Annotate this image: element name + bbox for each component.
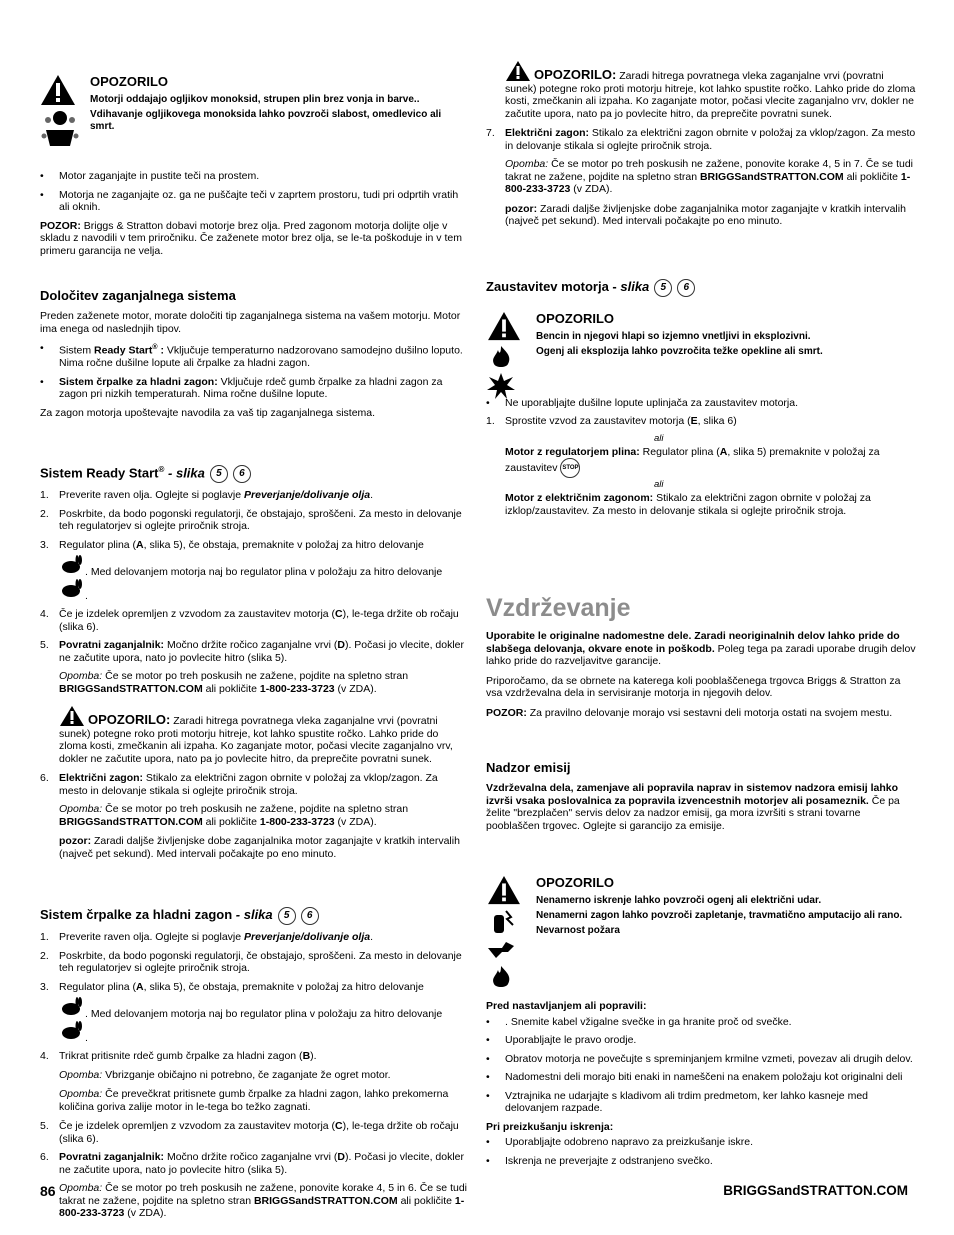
list-item: • Nadomestni deli morajo biti enaki in nameščeni na enakem položaju kot originalni deli <box>486 1071 916 1084</box>
list-item: 2. Poskrbite, da bodo pogonski regulatorji, če obstajajo, sproščeni. Za mesto in delovanje teh regulatorjev si oglejte priročnik stroja. <box>40 507 462 533</box>
electric-shock-icon <box>486 909 516 935</box>
warning-text-1: Motorji oddajajo ogljikov monoksid, strupen plin brez vonja in barve.. <box>90 94 420 105</box>
rabbit-fast-icon <box>59 1021 85 1041</box>
explosion-icon <box>486 372 516 400</box>
warning-text-2: Nenamerni zagon lahko povzroči zapletanje, travmatično amputacijo ali rano. <box>536 910 903 921</box>
list-item: • Motorja ne zaganjajte oz. ga ne puščajte teči v zaprtem prostoru, tudi pri odprtih vratih ali oknih. <box>40 189 468 214</box>
section-title-stopping: Zaustavitev motorja - slika 5 6 <box>486 279 916 297</box>
primer-steps <box>40 931 468 1063</box>
warning-icons <box>486 311 530 404</box>
list-item: • Vztrajnika ne udarjajte s kladivom ali trdim predmetom, ker lahko kasneje med delovanjem razpade. <box>486 1090 916 1115</box>
list-item: • . Snemite kabel vžigalne svečke in ga hranite proč od svečke. <box>486 1016 916 1029</box>
figure-ref-6: 6 <box>301 907 319 925</box>
list-item: 1. Sprostite vzvod za zaustavitev motorja (E, slika 6) <box>486 415 737 427</box>
list-item: 3. Regulator plina (A, slika 5), če obstaja, premaknite v položaj za hitro delovanje . Med delovanjem motorja naj bo regulator plina v položaju za hitro delovanje . <box>40 538 443 602</box>
rabbit-fast-icon <box>59 555 85 575</box>
start-system-list <box>40 342 468 401</box>
warning-text-3: Nevarnost požara <box>536 925 620 936</box>
primer-steps-cont <box>40 1120 468 1176</box>
subheading-spark-test: Pri preizkušanju iskrenja: <box>486 1120 614 1133</box>
list-item: • Iskrenja ne preverjajte z odstranjeno svečko. <box>486 1155 916 1168</box>
ready-start-steps-cont <box>40 772 468 797</box>
figure-ref-6: 6 <box>677 279 695 297</box>
ready-start-steps <box>40 489 468 664</box>
subheading-repairs: Pred nastavljanjem ali popravili: <box>486 1000 647 1012</box>
footer-brand: BRIGGSandSTRATTON.COM <box>723 1183 908 1198</box>
warning-triangle-icon <box>505 60 531 82</box>
section-title-emissions: Nadzor emisij <box>486 760 571 775</box>
electric-start-step <box>486 127 916 152</box>
fuel-warning <box>486 311 916 391</box>
warning-icons <box>40 74 84 149</box>
figure-ref-5: 5 <box>654 279 672 297</box>
right-column <box>486 60 916 1173</box>
list-item: 1. Preverite raven olja. Oglejte si poglavje Preverjanje/dolivanje olja. <box>40 489 373 502</box>
pozor-note: pozor: Zaradi daljše življenjske dobe zaganjalnika motor zaganjajte v kratkih intervalih (največ pet sekund). Med intervali počakajte po eno minuto. <box>59 835 460 860</box>
figure-ref-5: 5 <box>210 465 228 483</box>
stop-icon: STOP <box>560 458 580 478</box>
note: Opomba: Če se motor po treh poskusih ne zažene, ponovite korake 4, 5 in 6. Če se tudi takrat ne zažene, pojdite na spletno stran BRIGGSandSTRATTON.COM ali pokličite 1-800-233-3723 (v ZDA). <box>59 1182 467 1220</box>
note: Opomba: Če se motor po treh poskusih ne zažene, ponovite korake 4, 5 in 7. Če se tudi takrat ne zažene, pojdite na spletno stran BRIGGSandSTRATTON.COM ali pokličite 1-800-233-3723 (v ZDA). <box>505 158 913 195</box>
stop-bullets <box>486 397 916 410</box>
spark-list <box>486 1136 916 1167</box>
list-item: • Uporabljajte odobreno napravo za preizkušanje iskre. <box>486 1136 916 1149</box>
or-separator: ali <box>654 479 664 490</box>
rabbit-fast-icon <box>59 997 85 1017</box>
list-item: • Obratov motorja ne povečujte s spreminjanjem krmilne vzmeti, povezav ali drugih delov. <box>486 1053 916 1066</box>
warning-triangle-icon <box>486 875 522 905</box>
list-item: 7. Električni zagon: Stikalo za električni zagon obrnite v položaj za vklop/zagon. Za mesto in delovanje stikala si oglejte priročnik stroja. <box>486 127 916 152</box>
list-item: • Sistem črpalke za hladni zagon: Vključuje rdeč gumb črpalke za hladni zagon za zagon pri nizkih temperaturah. Nima ročne dušilne lopute. <box>40 376 468 401</box>
warning-text-2: Vdihavanje ogljikovega monoksida lahko povzroči slabost, omedlevico ali smrt. <box>90 109 442 132</box>
page-number: 86 <box>40 1183 56 1199</box>
figure-ref-5: 5 <box>278 907 296 925</box>
list-item: 6. Povratni zaganjalnik: Močno držite ročico zaganjalne vrvi (D). Počasi jo vlecite, dokler ne začutite upora, nato jo povlecite hitro (slika 5). <box>40 1151 465 1176</box>
list-item: • Ne uporabljajte dušilne lopute uplinjača za zaustavitev motorja. <box>486 397 916 410</box>
note: Opomba: Če prevečkrat pritisnete gumb črpalke za hladni zagon, lahko prekomerna količina goriva zalije motor in le-tega bo težko zagnati. <box>59 1088 449 1113</box>
left-column <box>40 60 468 1227</box>
list-item: 1. Preverite raven olja. Oglejte si poglavje Preverjanje/dolivanje olja. <box>40 931 373 944</box>
paragraph: Vzdrževalna dela, zamenjave ali popravila naprav in sistemov nadzora emisij lahko izvrši vsaka poslovalnica za popravila izvencestnih motorjev ali posameznik. Če pa želite "brezplačen" servis delov za nadzor emisij, ga mora izvršiti s strani tovarne pooblaščen trgovec. Oglejte si garancijo za emisije. <box>486 782 900 832</box>
note: Opomba: Če se motor po treh poskusih ne zažene, pojdite na spletno stran BRIGGSandSTRATTON.COM ali pokličite 1-800-233-3723 (v ZDA). <box>59 670 409 695</box>
warning-triangle-icon <box>486 311 522 341</box>
warning-title: OPOZORILO <box>536 310 614 326</box>
warning-text-1: Bencin in njegovi hlapi so izjemno vnetljivi in eksplozivni. <box>536 330 811 342</box>
warning-triangle-icon <box>40 74 76 106</box>
paragraph: Za zagon motorja upoštevajte navodila za vaš tip zaganjalnega sistema. <box>40 406 376 419</box>
warning-text-1: Nenamerno iskrenje lahko povzroči ogenj ali električni udar. <box>536 895 822 906</box>
repair-list <box>486 1016 916 1115</box>
toxic-fumes-icon <box>40 110 80 146</box>
fire-icon <box>486 964 516 988</box>
warning-title: OPOZORILO <box>536 875 614 890</box>
list-item: • Sistem Ready Start® : Vključuje temperaturno nadzorovano samodejno dušilno loputo. Nima ročne dušilne lopute ali črpalke za hladni zagon. <box>40 342 468 370</box>
co-warning <box>40 74 468 164</box>
list-item: 5. Povratni zaganjalnik: Močno držite ročico zaganjalne vrvi (D). Počasi jo vlecite, dokler ne začutite upora, nato jo povlecite hitro (slika 5). <box>40 639 465 664</box>
spark-warning <box>486 875 916 990</box>
rabbit-fast-icon <box>59 579 85 599</box>
fire-icon <box>486 344 516 368</box>
governor-stop: Motor z regulatorjem plina: Regulator plina (A, slika 5) premaknite v položaj za zaustavitev STOP <box>486 446 916 479</box>
list-item: 2. Poskrbite, da bodo pogonski regulatorji, če obstajajo, sproščeni. Za mesto in delovanje teh regulatorjev si oglejte priročnik stroja. <box>40 949 462 975</box>
pozor-note: pozor: Zaradi daljše življenjske dobe zaganjalnika motor zaganjajte v kratkih intervalih (največ pet sekund). Med intervali počakajte po eno minuto. <box>505 202 906 227</box>
list-item: • Uporabljajte le pravo orodje. <box>486 1034 916 1047</box>
stop-steps <box>486 415 916 428</box>
note: Opomba: Če se motor po treh poskusih ne zažene, pojdite na spletno stran BRIGGSandSTRATTON.COM ali pokličite 1-800-233-3723 (v ZDA). <box>59 803 409 828</box>
or-separator: ali <box>654 432 664 444</box>
warning-triangle-icon <box>59 705 85 727</box>
pozor-paragraph: POZOR: Briggs & Stratton dobavi motorje brez olja. Pred zagonom motorja dolijte olje v skladu z navodili v tem priročniku. Če zaženete motor brez olja, se le-ta poškoduje in v tem primeru garancija ne velja. <box>40 219 462 257</box>
section-title-ready-start: Sistem Ready Start® - slika 5 6 <box>40 462 468 483</box>
entanglement-icon <box>486 938 516 960</box>
list-item: • Motor zaganjajte in pustite teči na prostem. <box>40 170 468 183</box>
safety-bullets <box>40 170 468 214</box>
warning-text-2: Ogenj ali eksplozija lahko povzročita težke opekline ali smrt. <box>536 345 823 357</box>
section-title-start-system: Določitev zaganjalnega sistema <box>40 288 236 303</box>
kickback-warning: OPOZORILO: Zaradi hitrega povratnega vleka zaganjalne vrvi (povratni sunek) potegne roko proti motorju hitreje, kot lahko spustite ročko. Lahko pride do zloma kosti, zmečkanin ali izpaha. Ko zaganjate motor, počasi vlecite zaganjalno vrv, dokler ne začutite upora, nato pa jo povlecite hitro, da preprečite povratni sunek. <box>486 60 916 120</box>
warning-title: OPOZORILO <box>90 74 168 89</box>
paragraph: Uporabite le originalne nadomestne dele. Zaradi neoriginalnih delov lahko pride do slabšega delovanja, okvare enote in poškodb. Poleg tega pa zaradi uporabe drugih delov lahko pride do razveljavitve garancije. <box>486 630 916 667</box>
section-title-primer: Sistem črpalke za hladni zagon - slika 5 6 <box>40 907 468 925</box>
electric-stop: Motor z električnim zagonom: Stikalo za električni zagon obrnite v položaj za izklop/zaustavitev. Za mesto in delovanje stikala si oglejte priročnik stroja. <box>505 492 871 517</box>
kickback-warning: OPOZORILO: Zaradi hitrega povratnega vleka zaganjalne vrvi (povratni sunek) potegne roko proti motorju hitreje, kot lahko spustite ročko. Lahko pride do zloma kosti, zmečkanin ali izpaha. Ko zaganjate motor, počasi vlecite zaganjalno vrv, dokler ne začutite upora, nato pa jo povlecite hitro, da preprečite povratni sunek. <box>40 705 468 765</box>
list-item: 3. Regulator plina (A, slika 5), če obstaja, premaknite v položaj za hitro delovanje . Med delovanjem motorja naj bo regulator plina v položaju za hitro delovanje . <box>40 980 443 1044</box>
maintenance-title: Vzdrževanje <box>486 594 631 622</box>
pozor-paragraph: POZOR: Za pravilno delovanje morajo vsi sestavni deli motorja ostati na svojem mestu. <box>486 706 893 719</box>
list-item: 6. Električni zagon: Stikalo za električni zagon obrnite v položaj za vklop/zagon. Za mesto in delovanje stikala si oglejte priročnik stroja. <box>40 772 438 797</box>
paragraph: Preden zaženete motor, morate določiti tip zaganjalnega sistema na vašem motorju. Motor ima enega od naslednjih tipov. <box>40 310 461 335</box>
list-item: 5. Če je izdelek opremljen z vzvodom za zaustavitev motorja (C), le-tega držite ob ročaju (slika 6). <box>40 1120 459 1145</box>
warning-icons <box>486 875 530 991</box>
note: Opomba: Vbrizganje običajno ni potrebno, če zaganjate že ogret motor. <box>59 1068 391 1081</box>
list-item: 4. Če je izdelek opremljen z vzvodom za zaustavitev motorja (C), le-tega držite ob ročaju (slika 6). <box>40 608 459 633</box>
paragraph: Priporočamo, da se obrnete na katerega koli pooblaščenega trgovca Briggs & Stratton za vsa vzdrževalna dela in servisiranje motorja in njegovih delov. <box>486 674 901 699</box>
list-item: 4. Trikrat pritisnite rdeč gumb črpalke za hladni zagon (B). <box>40 1050 317 1063</box>
figure-ref-6: 6 <box>233 465 251 483</box>
